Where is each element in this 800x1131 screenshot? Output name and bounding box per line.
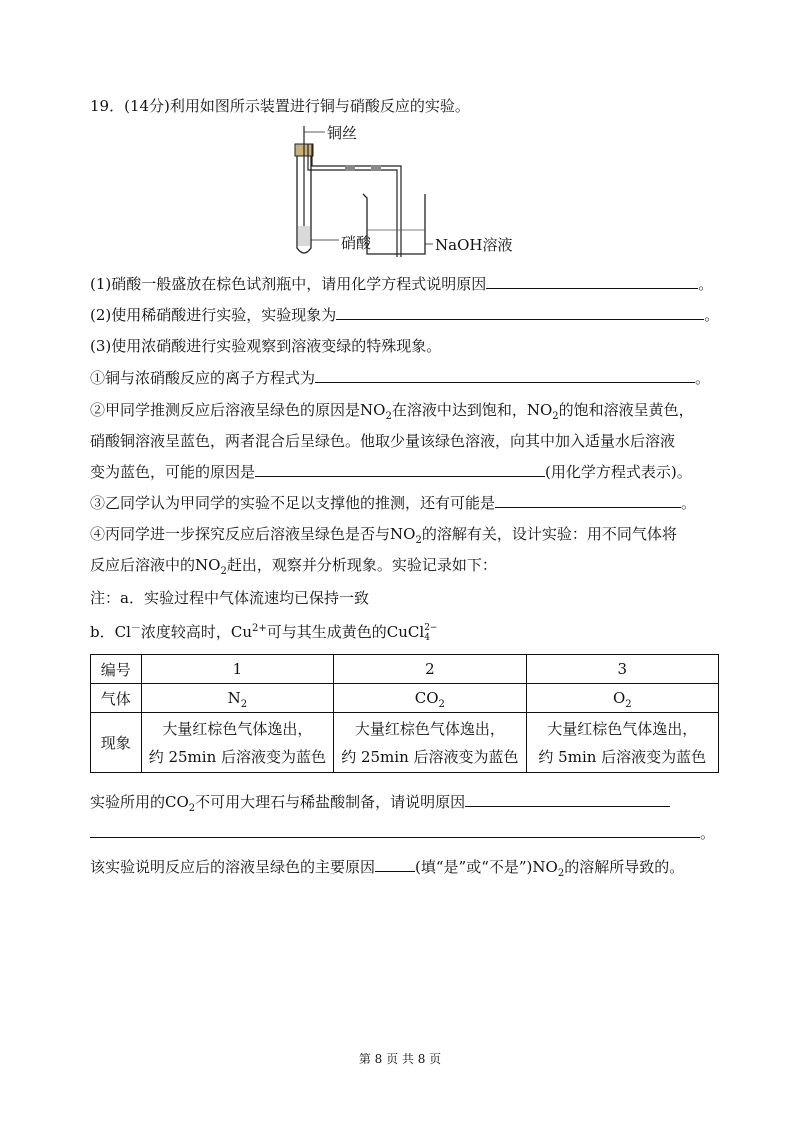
no2-subscript: 2 <box>220 566 227 577</box>
question-3-1-end: 。 <box>695 369 711 387</box>
no2-subscript: 2 <box>415 535 422 546</box>
phenomenon-line: 约 5min 后溶液变为蓝色 <box>538 747 707 766</box>
phenomenon-line: 约 25min 后溶液变为蓝色 <box>341 747 519 766</box>
question-3-2-end: (用化学方程式表示)。 <box>545 463 692 481</box>
question-3: (3)使用浓硝酸进行实验观察到溶液变绿的特殊现象。 <box>90 337 442 355</box>
page-footer: 第 8 页 共 8 页 <box>358 1052 442 1066</box>
gas-cell <box>141 684 333 713</box>
question-3-4-line1 <box>90 524 677 544</box>
note-b-part2: 浓度较高时，Cu <box>140 623 253 641</box>
answer-blank-3-3[interactable] <box>495 493 681 508</box>
table-header-row <box>91 655 719 684</box>
question-3-2-line2: 硝酸铜溶液呈蓝色，两者混合后呈绿色。他取少量该绿色溶液，向其中加入适量水后溶液 <box>90 432 676 450</box>
q3-2-part2: 在溶液中达到饱和，NO <box>391 401 553 419</box>
note-b <box>90 622 437 643</box>
answer-blank-co2-cont[interactable] <box>90 823 700 838</box>
q3-4-part2: 的溶解有关，设计实验：用不同气体将 <box>421 525 677 543</box>
no2-subscript: 2 <box>552 411 559 422</box>
table-header-cell: 1 <box>141 655 333 684</box>
question-1-text: (1)硝酸一般盛放在棕色试剂瓶中，请用化学方程式说明原因 <box>90 275 487 293</box>
phenomenon-line: 大量红棕色气体逸出， <box>162 719 313 738</box>
complex-subscript: 4 <box>424 633 430 643</box>
question-3-3 <box>90 493 696 513</box>
question-3-3-text: ③乙同学认为甲同学的实验不足以支撑他的推测，还有可能是 <box>90 494 496 512</box>
no2-subscript: 2 <box>385 411 392 422</box>
co2-part1: 实验所用的CO <box>90 793 189 811</box>
phenomenon-cell <box>334 713 526 773</box>
gas-cell <box>526 684 718 713</box>
q3-4-part3: 反应后溶液中的NO <box>90 556 221 574</box>
question-3-2-text: 变为蓝色，可能的原因是 <box>90 463 256 481</box>
q3-2-part1: ②甲同学推测反应后溶液呈绿色的原因是NO <box>90 401 386 419</box>
question-1 <box>90 274 713 294</box>
q3-4-part1: ④丙同学进一步探究反应后溶液呈绿色是否与NO <box>90 525 416 543</box>
table-row-phenomenon <box>91 713 719 773</box>
copper-wire-label: 铜丝 <box>327 124 358 142</box>
gas-formula: N <box>227 689 241 707</box>
phenomenon-line: 约 25min 后溶液变为蓝色 <box>148 747 327 766</box>
table-header-cell: 2 <box>334 655 526 684</box>
question-3-1 <box>90 368 710 388</box>
complex-charge: 2− <box>424 623 438 633</box>
note-b-part1: b．Cl <box>90 623 131 641</box>
co2-part2: 不可用大理石与稀盐酸制备，请说明原因 <box>195 793 466 811</box>
table-header-cell: 编号 <box>91 655 142 684</box>
conclusion-part3: 的溶解所导致的。 <box>564 858 685 876</box>
co2-question-line2 <box>90 823 715 843</box>
answer-blank-conclusion[interactable] <box>375 857 415 872</box>
conclusion-part1: 该实验说明反应后的溶液呈绿色的主要原因 <box>90 858 376 876</box>
nitric-acid-label: 硝酸 <box>341 234 372 252</box>
phenomenon-line: 大量红棕色气体逸出， <box>547 719 698 738</box>
answer-blank-1[interactable] <box>486 274 698 289</box>
note-b-part3: 可与其生成黄色的CuCl <box>266 623 425 641</box>
table-header-cell: 3 <box>526 655 718 684</box>
conclusion-part2: (填“是”或“不是”)NO <box>415 858 558 876</box>
question-3-4-line2 <box>90 555 497 575</box>
conclusion-question <box>90 857 684 877</box>
phenomenon-cell <box>141 713 333 773</box>
question-1-end: 。 <box>698 275 714 293</box>
experiment-table <box>90 654 719 773</box>
co2-subscript: 2 <box>188 803 196 814</box>
question-2-end: 。 <box>704 306 720 324</box>
phenomenon-line: 大量红棕色气体逸出， <box>354 719 505 738</box>
phenomenon-label-cell: 现象 <box>91 713 142 773</box>
answer-blank-2[interactable] <box>336 305 704 320</box>
gas-subscript: 2 <box>625 699 632 710</box>
complex-ion-indices <box>424 623 437 643</box>
answer-blank-3-2[interactable] <box>255 462 545 477</box>
chloride-charge: － <box>130 623 141 634</box>
question-2-text: (2)使用稀硝酸进行实验，实验现象为 <box>90 306 337 324</box>
question-header: 19．(14分)利用如图所示装置进行铜与硝酸反应的实验。 <box>90 97 470 115</box>
apparatus-diagram <box>285 122 525 262</box>
question-3-3-end: 。 <box>681 494 697 512</box>
note-a: 注：a．实验过程中气体流速均已保持一致 <box>90 589 369 607</box>
question-3-2-line3 <box>90 462 692 482</box>
gas-formula: O <box>612 689 626 707</box>
question-3-1-text: ①铜与浓硝酸反应的离子方程式为 <box>90 369 316 387</box>
question-2 <box>90 305 719 325</box>
q3-4-part4: 赶出，观察并分析现象。实验记录如下： <box>226 556 497 574</box>
naoh-label: NaOH溶液 <box>435 236 513 254</box>
table-row-gas <box>91 684 719 713</box>
copper-charge: 2+ <box>252 623 267 634</box>
gas-subscript: 2 <box>438 699 445 710</box>
answer-blank-3-1[interactable] <box>315 368 695 383</box>
gas-formula: CO <box>414 689 439 707</box>
question-3-2-line1 <box>90 400 694 420</box>
co2-end: 。 <box>700 824 716 842</box>
co2-question <box>90 792 670 812</box>
phenomenon-cell <box>526 713 718 773</box>
gas-label-cell: 气体 <box>91 684 142 713</box>
q3-2-part3: 的饱和溶液呈黄色， <box>558 401 694 419</box>
gas-subscript: 2 <box>240 699 248 710</box>
gas-cell <box>334 684 526 713</box>
no2-subscript: 2 <box>557 868 565 879</box>
answer-blank-co2[interactable] <box>465 792 670 807</box>
